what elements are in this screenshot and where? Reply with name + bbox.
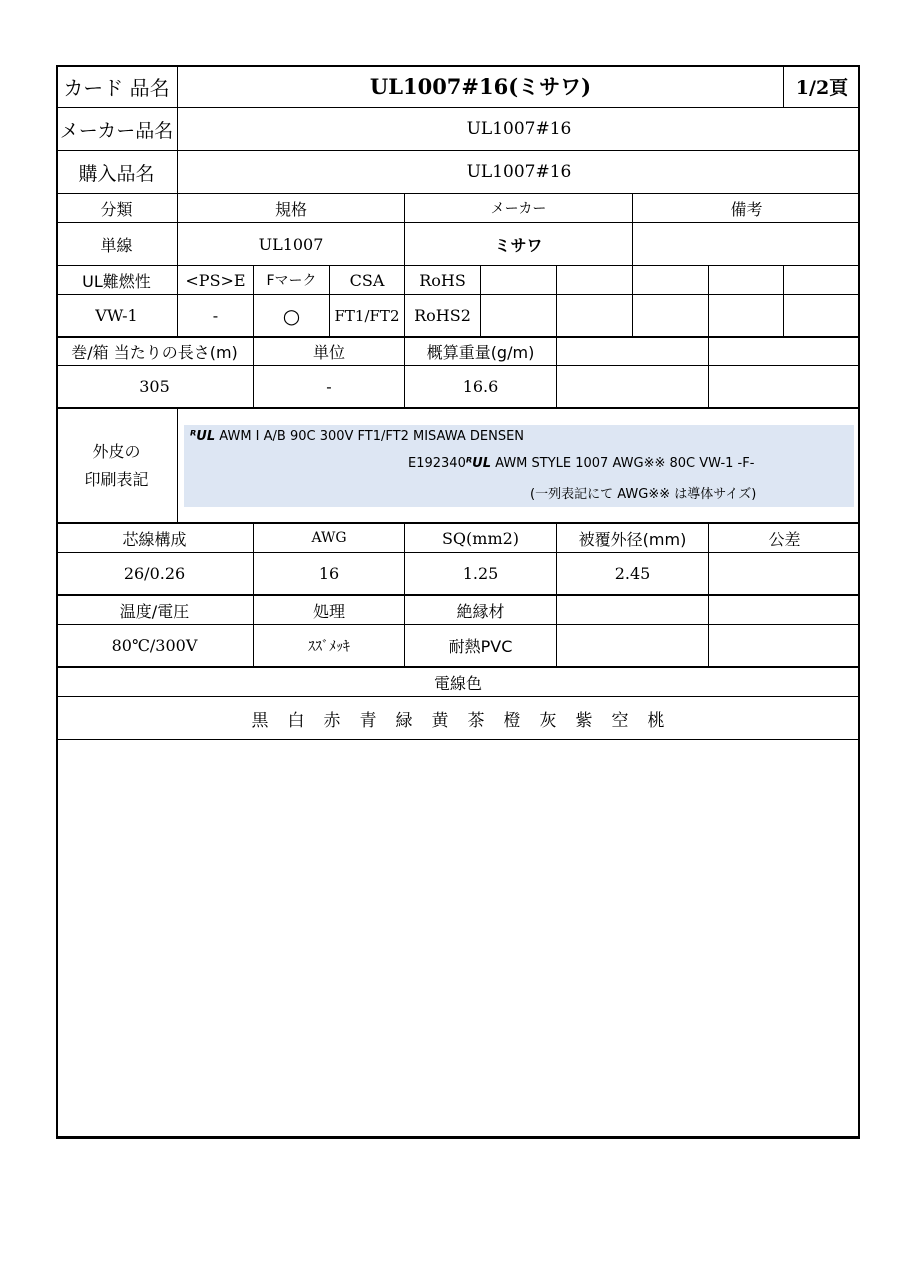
printing-line2	[408, 456, 754, 471]
printing-label-line1: 外皮の	[92, 441, 141, 461]
awg-value: 16	[254, 553, 405, 596]
printing-line2-prefix: E192340	[408, 456, 466, 471]
standards-empty-value	[633, 295, 709, 338]
insulation-header: 絶縁材	[405, 596, 557, 625]
wire-color-item: 空	[611, 710, 629, 731]
standards-empty-header	[557, 266, 633, 295]
length-empty-header	[709, 338, 860, 366]
standard-header: 規格	[178, 194, 405, 223]
wire-color-item: 桃	[647, 710, 665, 731]
standards-empty-value	[784, 295, 860, 338]
insulation-value: 耐熱PVC	[405, 625, 557, 668]
category-header: 分類	[56, 194, 178, 223]
rohs-value: RoHS2	[405, 295, 481, 338]
outer-diameter-value: 2.45	[557, 553, 709, 596]
wire-color-header: 電線色	[56, 668, 860, 697]
length-per-reel-value: 305	[56, 366, 254, 409]
unit-value: -	[254, 366, 405, 409]
printing-line1	[190, 429, 524, 444]
csa-header: CSA	[330, 266, 405, 295]
category-value: 単線	[56, 223, 178, 266]
wire-color-item: 赤	[323, 710, 341, 731]
sheet-bottom-double-line	[56, 1136, 860, 1140]
temp-voltage-value: 80℃/300V	[56, 625, 254, 668]
temp-empty-value	[709, 625, 860, 668]
awg-header: AWG	[254, 523, 405, 553]
standards-empty-value	[481, 295, 557, 338]
wire-color-item: 橙	[503, 710, 521, 731]
page-number: 1/2頁	[784, 65, 860, 108]
standards-empty-header	[709, 266, 784, 295]
length-per-reel-header: 巻/箱 当たりの長さ(m)	[56, 338, 254, 366]
printing-label	[56, 409, 178, 523]
tolerance-header: 公差	[709, 523, 860, 553]
printing-line2-suffix: AWM STYLE 1007 AWG※※ 80C VW-1 -F-	[491, 456, 755, 471]
weight-value: 16.6	[405, 366, 557, 409]
outer-diameter-header: 被覆外径(mm)	[557, 523, 709, 553]
wire-color-item: 茶	[467, 710, 485, 731]
temp-voltage-header: 温度/電圧	[56, 596, 254, 625]
temp-empty-header	[709, 596, 860, 625]
pse-value: -	[178, 295, 254, 338]
blank-notes-area	[56, 740, 860, 1136]
wire-color-item: 紫	[575, 710, 593, 731]
unit-header: 単位	[254, 338, 405, 366]
maker-name-label: メーカー品名	[56, 108, 178, 151]
temp-empty-header	[557, 596, 709, 625]
length-empty-header	[557, 338, 709, 366]
treatment-header: 処理	[254, 596, 405, 625]
wire-color-item: 白	[287, 710, 305, 731]
standard-value: UL1007	[178, 223, 405, 266]
page-title: UL1007#16(ミサワ)	[178, 65, 784, 108]
wire-color-item: 灰	[539, 710, 557, 731]
standards-empty-value	[557, 295, 633, 338]
printing-line1-text: AWM I A/B 90C 300V FT1/FT2 MISAWA DENSEN	[219, 429, 525, 444]
ul-logo-icon: ᴿUL	[465, 456, 491, 471]
treatment-value: ｽｽﾞﾒｯｷ	[254, 625, 405, 668]
standards-empty-value	[709, 295, 784, 338]
rohs-header: RoHS	[405, 266, 481, 295]
wire-color-item: 青	[359, 710, 377, 731]
tolerance-value	[709, 553, 860, 596]
wire-color-list	[56, 697, 860, 740]
pse-header: <PS>E	[178, 266, 254, 295]
wire-color-item: 黄	[431, 710, 449, 731]
purchase-name-value: UL1007#16	[178, 151, 860, 194]
maker-name-value: UL1007#16	[178, 108, 860, 151]
maker-header: メーカー	[405, 194, 633, 223]
strand-value: 26/0.26	[56, 553, 254, 596]
printing-line3: (一列表記にて AWG※※ は導体サイズ)	[530, 487, 757, 502]
weight-header: 概算重量(g/m)	[405, 338, 557, 366]
maker-value: ミサワ	[405, 223, 633, 266]
strand-header: 芯線構成	[56, 523, 254, 553]
wire-color-item: 緑	[395, 710, 413, 731]
ul-flame-value: VW-1	[56, 295, 178, 338]
remarks-value	[633, 223, 860, 266]
standards-empty-header	[784, 266, 860, 295]
remarks-header: 備考	[633, 194, 860, 223]
csa-value: FT1/FT2	[330, 295, 405, 338]
sq-value: 1.25	[405, 553, 557, 596]
ul-flame-header: UL難燃性	[56, 266, 178, 295]
length-empty-value	[709, 366, 860, 409]
ul-logo-icon: ᴿUL	[190, 429, 216, 444]
purchase-name-label: 購入品名	[56, 151, 178, 194]
standards-empty-header	[481, 266, 557, 295]
printing-box	[184, 425, 854, 507]
standards-empty-header	[633, 266, 709, 295]
length-empty-value	[557, 366, 709, 409]
f-mark-header: Fマーク	[254, 266, 330, 295]
wire-color-item: 黒	[251, 710, 269, 731]
printing-label-line2: 印刷表記	[84, 469, 149, 489]
card-label: カード 品名	[56, 65, 178, 108]
sq-header: SQ(mm2)	[405, 523, 557, 553]
temp-empty-value	[557, 625, 709, 668]
f-mark-value: ○	[254, 295, 330, 338]
